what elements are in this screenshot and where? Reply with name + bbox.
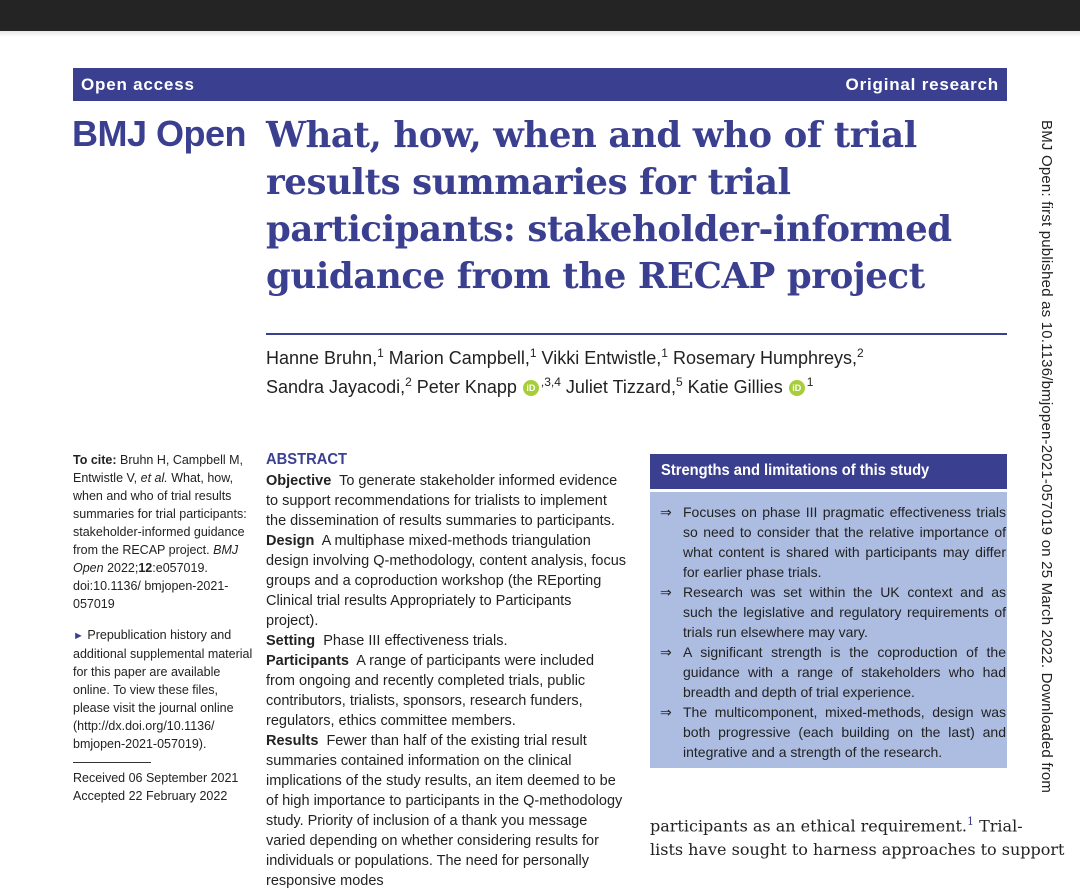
prepub-text[interactable]: Prepublication history and additional supplemental material for this paper are available online. To view these files, please visit the journal online (http://dx.doi.org/10.1136/ bmjopen-2021-057019). bbox=[73, 628, 253, 751]
cite-volume: 12 bbox=[138, 561, 153, 575]
setting-label: Setting bbox=[266, 633, 316, 649]
affiliation-sup: 5 bbox=[675, 375, 683, 389]
abstract-heading: ABSTRACT bbox=[266, 451, 347, 468]
strength-text: A significant strength is the coproduction of the guidance with a range of stakeholders who had breadth and depth of trial experience. bbox=[683, 644, 1006, 700]
author-name[interactable]: Hanne Bruhn, bbox=[266, 348, 378, 368]
implies-arrow-icon: ⇒ bbox=[660, 644, 672, 660]
implies-arrow-icon: ⇒ bbox=[660, 504, 672, 520]
affiliation-sup: 1 bbox=[529, 346, 537, 360]
participants-text: A range of participants were included from ongoing and recently completed trials, public contributors, trialists, sponsors, research funders, regulators, ethics committee members. bbox=[266, 653, 595, 729]
abstract-participants bbox=[266, 651, 626, 731]
article-type-label: Original research bbox=[845, 75, 999, 94]
design-label: Design bbox=[266, 533, 315, 549]
strengths-heading-bar bbox=[650, 454, 1007, 489]
author-name[interactable]: Juliet Tizzard, bbox=[565, 377, 676, 397]
journal-logo: BMJ Open bbox=[72, 113, 247, 154]
strength-text: The multicomponent, mixed-methods, design was both progressive (each building on the last) and integrative and a strength of the research. bbox=[683, 704, 1006, 760]
prepublication-note bbox=[73, 626, 253, 753]
strengths-box bbox=[650, 492, 1007, 768]
author-name[interactable]: Sandra Jayacodi, bbox=[266, 377, 406, 397]
received-date: Received 06 September 2021 bbox=[73, 771, 239, 785]
top-bar-shadow bbox=[0, 31, 1080, 37]
orcid-icon[interactable]: iD bbox=[523, 380, 539, 396]
orcid-icon[interactable]: iD bbox=[789, 380, 805, 396]
reference-sup[interactable]: 1 bbox=[967, 815, 975, 828]
open-access-label: Open access bbox=[81, 75, 195, 94]
body-text-a: participants as an ethical requirement. bbox=[650, 816, 968, 836]
author-name[interactable]: Rosemary Humphreys, bbox=[672, 348, 858, 368]
affiliation-sup: 1 bbox=[806, 375, 814, 389]
author-line-1 bbox=[266, 341, 1006, 370]
abstract-setting bbox=[266, 631, 626, 651]
affiliation-sup: 1 bbox=[661, 346, 668, 360]
vertical-side-notice: BMJ Open: first published as 10.1136/bmjopen-2021-057019 on 25 March 2022. Downloaded from bbox=[1038, 120, 1055, 794]
citation-block bbox=[73, 451, 253, 613]
author-name[interactable]: Marion Campbell, bbox=[388, 348, 530, 368]
browser-top-bar bbox=[0, 0, 1080, 31]
abstract-objective bbox=[266, 471, 626, 531]
cite-journal: BMJ Open bbox=[73, 543, 239, 575]
results-label: Results bbox=[266, 733, 319, 749]
results-text: Fewer than half of the existing trial result summaries contained information on the clinical implications of the study results, an item deemed to be of high importance to participants in the Q-methodology study. Priority of inclusion of a thank you message varied depending on whether considering results for individuals or populations. The need for personally responsive modes bbox=[266, 733, 623, 889]
cite-doi[interactable]: :e057019. doi:10.1136/ bmjopen-2021-057019 bbox=[73, 561, 229, 611]
triangle-bullet-icon: ► bbox=[73, 630, 84, 642]
strength-text: Research was set within the UK context and as such the legislative and regulatory requirements of trials run elsewhere may vary. bbox=[683, 584, 1006, 640]
strength-text: Focuses on phase III pragmatic effectiveness trials so need to consider that the relative importance of what content is shared with participants may differ for earlier phase trials. bbox=[683, 504, 1006, 580]
body-text-b: Trial- bbox=[974, 816, 1023, 836]
main-body-text bbox=[650, 810, 1065, 862]
affiliation-sup: 2 bbox=[405, 375, 412, 389]
objective-label: Objective bbox=[266, 473, 332, 489]
strengths-heading: Strengths and limitations of this study bbox=[661, 462, 930, 479]
implies-arrow-icon: ⇒ bbox=[660, 584, 672, 600]
objective-text: To generate stakeholder informed evidence to support recommendations for trialists to implement the dissemination of results summaries to participants. bbox=[266, 473, 618, 529]
accepted-date: Accepted 22 February 2022 bbox=[73, 789, 228, 803]
article-title: What, how, when and who of trial results summaries for trial participants: stakeholder-informed guidance from the RECAP project bbox=[266, 115, 952, 297]
sidebar-divider bbox=[73, 762, 151, 763]
section-banner bbox=[73, 68, 1007, 101]
cite-label: To cite: bbox=[73, 453, 117, 467]
author-list bbox=[266, 341, 1006, 399]
cite-authors: Bruhn H, Campbell M, Entwistle V, bbox=[73, 453, 243, 485]
author-name[interactable]: Katie Gillies bbox=[687, 377, 783, 397]
affiliation-sup: 1 bbox=[377, 346, 384, 360]
body-line-2: lists have sought to harness approaches to support bbox=[650, 840, 1065, 860]
participants-label: Participants bbox=[266, 653, 349, 669]
author-name[interactable]: Peter Knapp bbox=[416, 377, 517, 397]
body-line-1 bbox=[650, 810, 1023, 838]
cite-etal: et al. bbox=[140, 471, 168, 485]
cite-year: 2022; bbox=[107, 561, 139, 575]
abstract-results bbox=[266, 731, 626, 891]
author-name[interactable]: Vikki Entwistle, bbox=[541, 348, 662, 368]
cite-title: What, how, when and who of trial results summaries for trial participants: stakeholder-informed guidance from the RECAP project. bbox=[73, 471, 247, 557]
title-rule bbox=[266, 333, 1007, 335]
author-line-2 bbox=[266, 370, 1006, 399]
abstract-body bbox=[266, 471, 626, 891]
setting-text: Phase III effectiveness trials. bbox=[323, 633, 508, 649]
abstract-design bbox=[266, 531, 626, 631]
dates-block bbox=[73, 769, 253, 805]
affiliation-sup: 2 bbox=[857, 346, 864, 360]
affiliation-sup: ,3,4 bbox=[540, 375, 561, 389]
design-text: A multiphase mixed-methods triangulation design involving Q-methodology, content analysis, focus groups and a coproduction workshop (the REporting Clinical trial results Appropriately to Participants project). bbox=[266, 533, 627, 629]
implies-arrow-icon: ⇒ bbox=[660, 704, 672, 720]
